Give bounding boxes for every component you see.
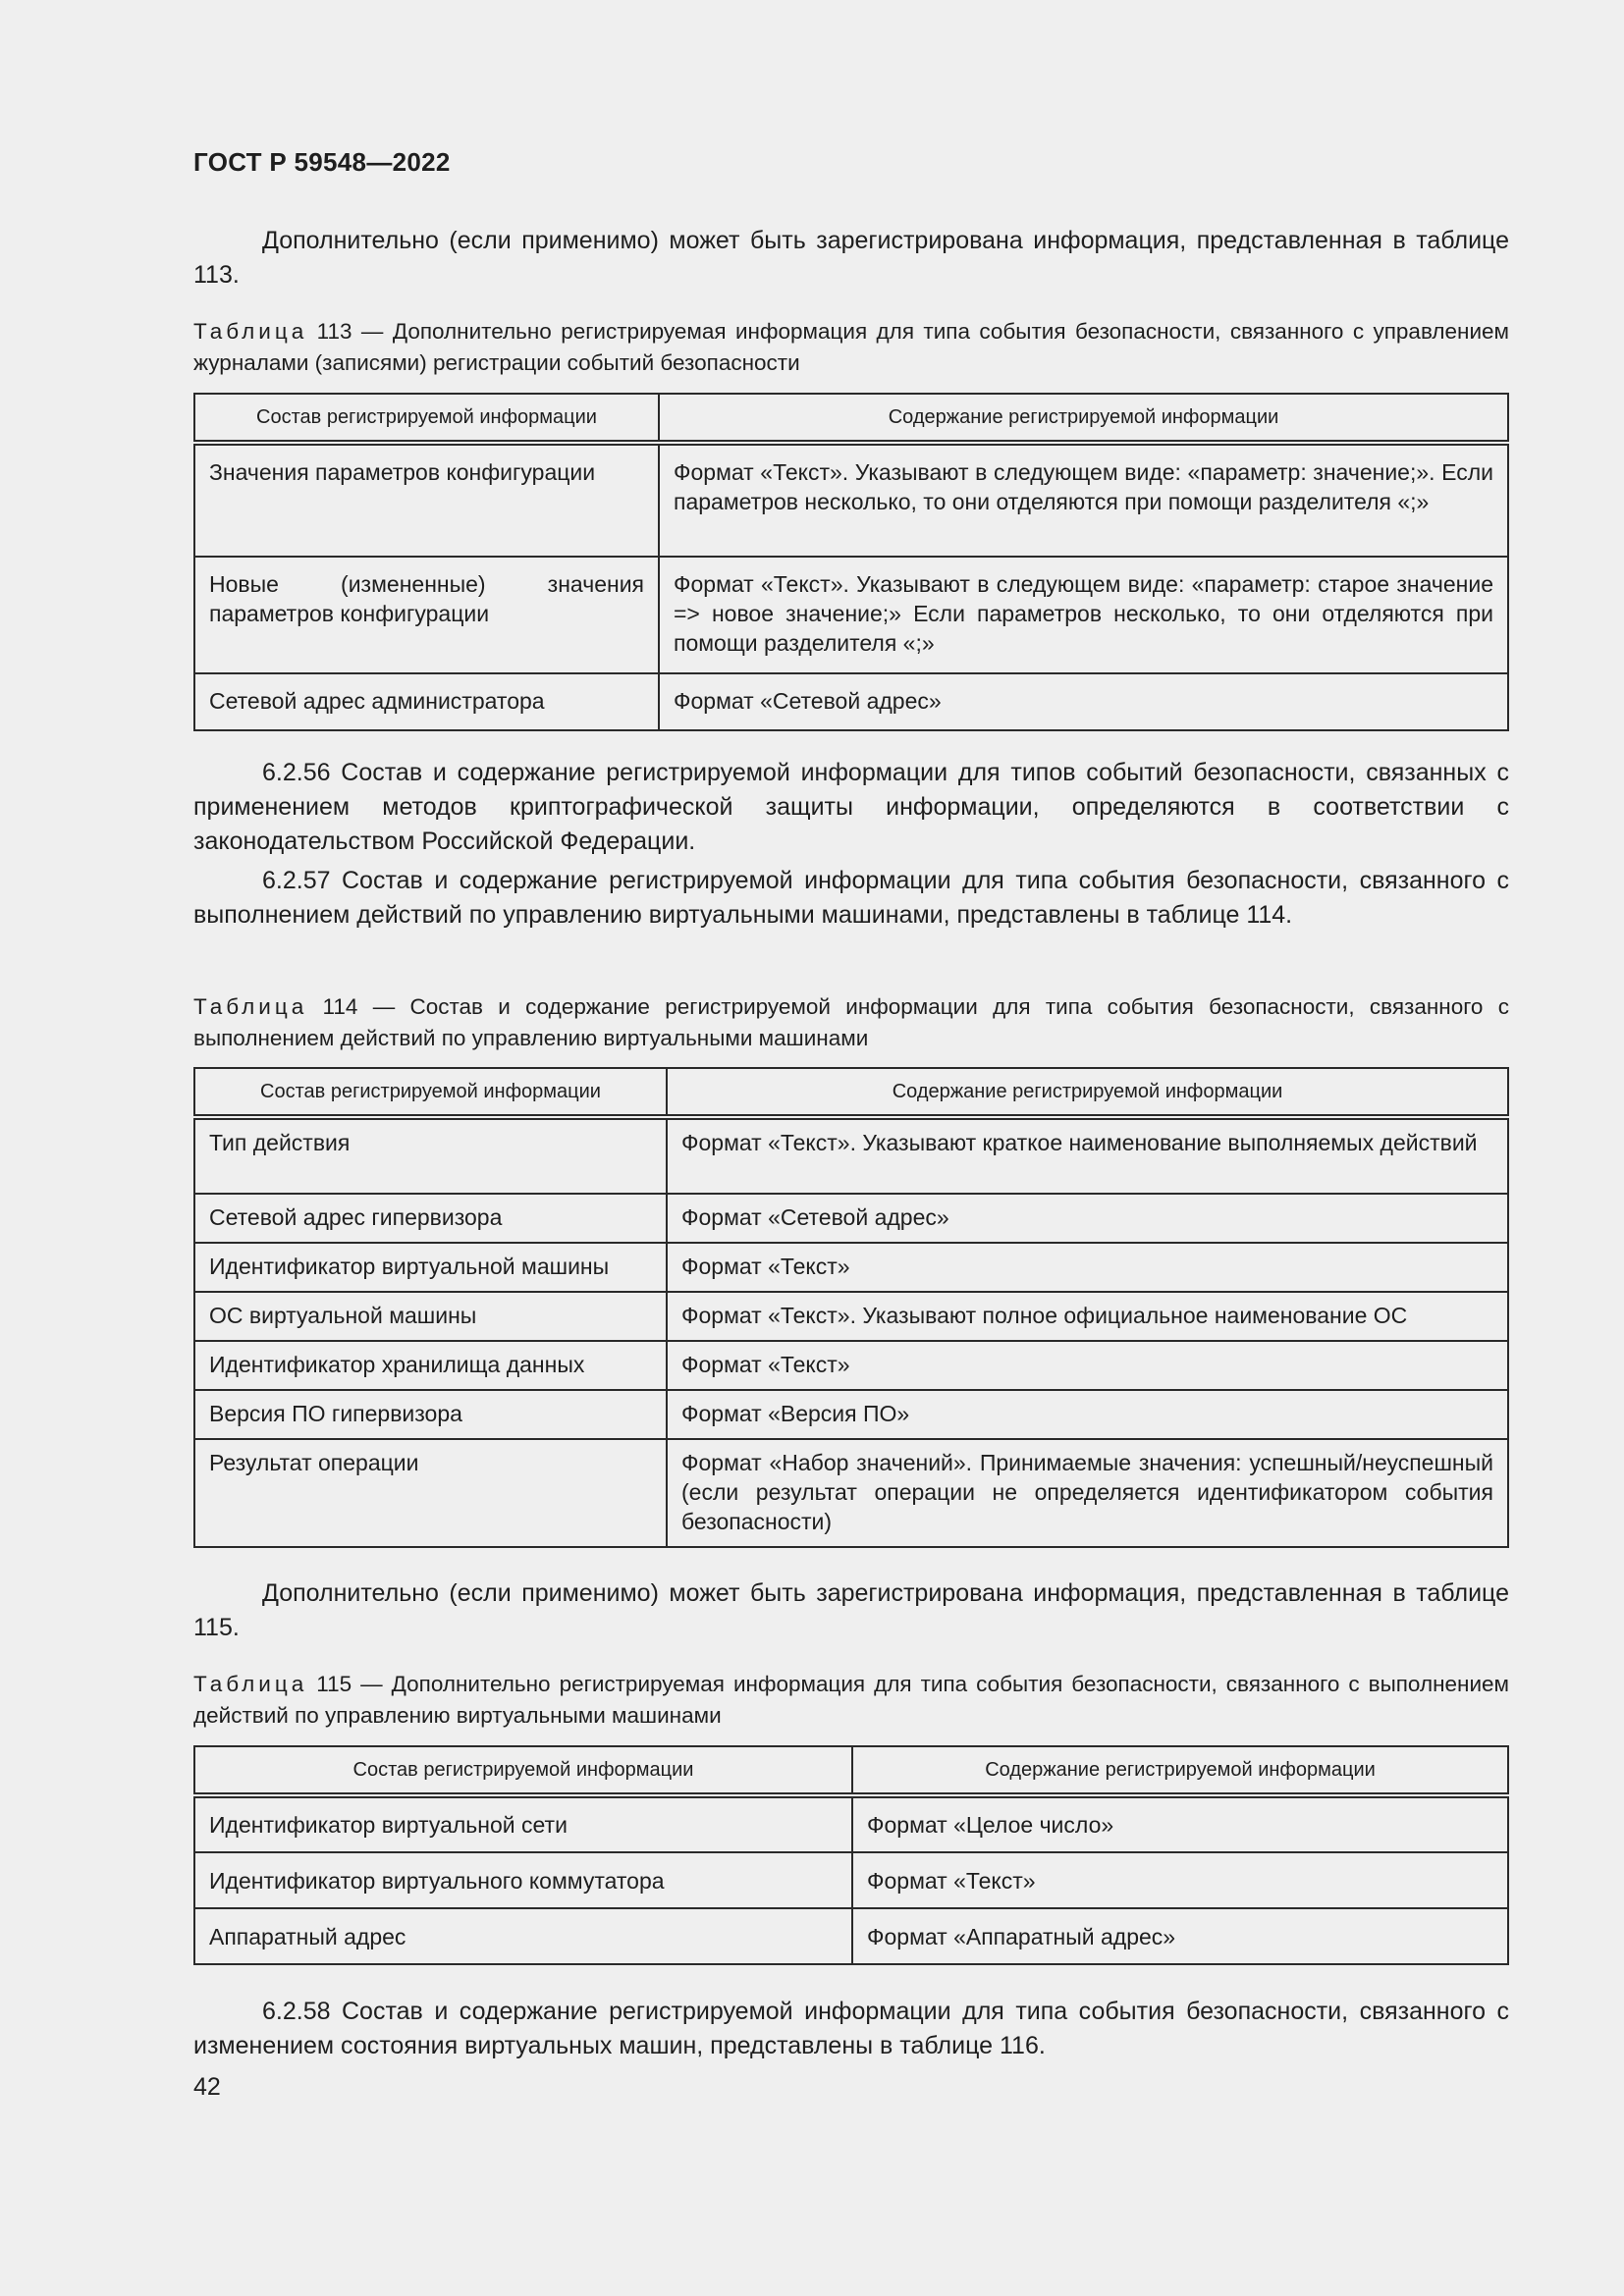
table-cell: Тип действия: [194, 1117, 667, 1194]
table-cell: Формат «Аппаратный адрес»: [852, 1908, 1508, 1964]
caption-text: 113 — Дополнительно регистрируемая информация для типа события безопасности, связанного с управлением журналами (записями) регистрации событий безопасности: [193, 319, 1509, 375]
table-cell: Формат «Текст». Указывают в следующем виде: «параметр: старое значение => новое значение;» Если параметров несколько, то они отделяются при помощи разделителя «;»: [659, 557, 1508, 673]
table-113-caption: [193, 316, 1509, 379]
table-114-caption: [193, 991, 1509, 1054]
table-cell: Формат «Текст»: [667, 1341, 1508, 1390]
table-cell: Формат «Текст». Указывают краткое наименование выполняемых действий: [667, 1117, 1508, 1194]
table-row: [194, 1795, 1508, 1852]
table-row: [194, 1194, 1508, 1243]
table-cell: Значения параметров конфигурации: [194, 443, 659, 557]
table-cell: Формат «Набор значений». Принимаемые значения: успешный/неуспешный (если результат операции не определяется идентификатором события безопасности): [667, 1439, 1508, 1547]
table-row: [194, 1292, 1508, 1341]
table-row: [194, 1852, 1508, 1908]
table-row: [194, 1390, 1508, 1439]
paragraph-text: 6.2.56 Состав и содержание регистрируемой информации для типов событий безопасности, связанных с применением методов криптографической защиты информации, определяются в соответствии с законодательством Российской Федерации.: [193, 759, 1509, 855]
table-row: [194, 1908, 1508, 1964]
table-row: [194, 1243, 1508, 1292]
document-header: ГОСТ Р 59548—2022: [193, 147, 451, 177]
table-cell: Формат «Сетевой адрес»: [659, 673, 1508, 730]
table-cell: Сетевой адрес администратора: [194, 673, 659, 730]
table-cell: Версия ПО гипервизора: [194, 1390, 667, 1439]
caption-label: Таблица: [193, 994, 308, 1019]
paragraph-6-2-56: [193, 756, 1509, 859]
paragraph-text: 6.2.58 Состав и содержание регистрируемой информации для типа события безопасности, связанного с изменением состояния виртуальных машин, представлены в таблице 116.: [193, 1998, 1509, 2059]
table-row: [194, 1341, 1508, 1390]
column-header: Содержание регистрируемой информации: [659, 394, 1508, 443]
table-header-row: [194, 1746, 1508, 1795]
table-cell: Идентификатор виртуальной сети: [194, 1795, 852, 1852]
table-row: [194, 673, 1508, 730]
table-cell: Формат «Версия ПО»: [667, 1390, 1508, 1439]
table-cell: Аппаратный адрес: [194, 1908, 852, 1964]
table-115-caption: [193, 1669, 1509, 1732]
caption-text: 114 — Состав и содержание регистрируемой информации для типа события безопасности, связанного с выполнением действий по управлению виртуальными машинами: [193, 994, 1509, 1050]
column-header: Состав регистрируемой информации: [194, 1746, 852, 1795]
column-header: Содержание регистрируемой информации: [667, 1068, 1508, 1117]
table-114: [193, 1067, 1509, 1548]
table-cell: Идентификатор виртуальной машины: [194, 1243, 667, 1292]
table-cell: Формат «Целое число»: [852, 1795, 1508, 1852]
table-cell: Идентификатор виртуального коммутатора: [194, 1852, 852, 1908]
table-cell: Результат операции: [194, 1439, 667, 1547]
table-row: [194, 1117, 1508, 1194]
paragraph-text: Дополнительно (если применимо) может быть зарегистрирована информация, представленная в таблице 115.: [193, 1579, 1509, 1641]
table-113: [193, 393, 1509, 731]
paragraph-text: 6.2.57 Состав и содержание регистрируемой информации для типа события безопасности, связанного с выполнением действий по управлению виртуальными машинами, представлены в таблице 114.: [193, 867, 1509, 929]
paragraph-6-2-57: [193, 864, 1509, 933]
table-cell: Формат «Текст»: [852, 1852, 1508, 1908]
table-cell: Сетевой адрес гипервизора: [194, 1194, 667, 1243]
caption-label: Таблица: [193, 1672, 308, 1696]
table-cell: Формат «Текст». Указывают полное официальное наименование ОС: [667, 1292, 1508, 1341]
page-number: 42: [193, 2073, 221, 2101]
table-cell: Идентификатор хранилища данных: [194, 1341, 667, 1390]
table-115: [193, 1745, 1509, 1965]
paragraph-text: Дополнительно (если применимо) может быть зарегистрирована информация, представленная в таблице 113.: [193, 227, 1509, 289]
column-header: Содержание регистрируемой информации: [852, 1746, 1508, 1795]
paragraph-intro-115: [193, 1576, 1509, 1645]
table-header-row: [194, 394, 1508, 443]
table-header-row: [194, 1068, 1508, 1117]
table-row: [194, 443, 1508, 557]
table-row: [194, 557, 1508, 673]
paragraph-6-2-58: [193, 1995, 1509, 2063]
table-cell: Формат «Текст»: [667, 1243, 1508, 1292]
column-header: Состав регистрируемой информации: [194, 1068, 667, 1117]
table-cell: Формат «Сетевой адрес»: [667, 1194, 1508, 1243]
caption-text: 115 — Дополнительно регистрируемая информация для типа события безопасности, связанного с выполнением действий по управлению виртуальными машинами: [193, 1672, 1509, 1728]
column-header: Состав регистрируемой информации: [194, 394, 659, 443]
table-cell: Новые (измененные) значения параметров конфигурации: [194, 557, 659, 673]
table-cell: ОС виртуальной машины: [194, 1292, 667, 1341]
paragraph-intro-113: [193, 224, 1509, 293]
table-cell: Формат «Текст». Указывают в следующем виде: «параметр: значение;». Если параметров несколько, то они отделяются при помощи разделителя «;»: [659, 443, 1508, 557]
table-row: [194, 1439, 1508, 1547]
caption-label: Таблица: [193, 319, 308, 344]
